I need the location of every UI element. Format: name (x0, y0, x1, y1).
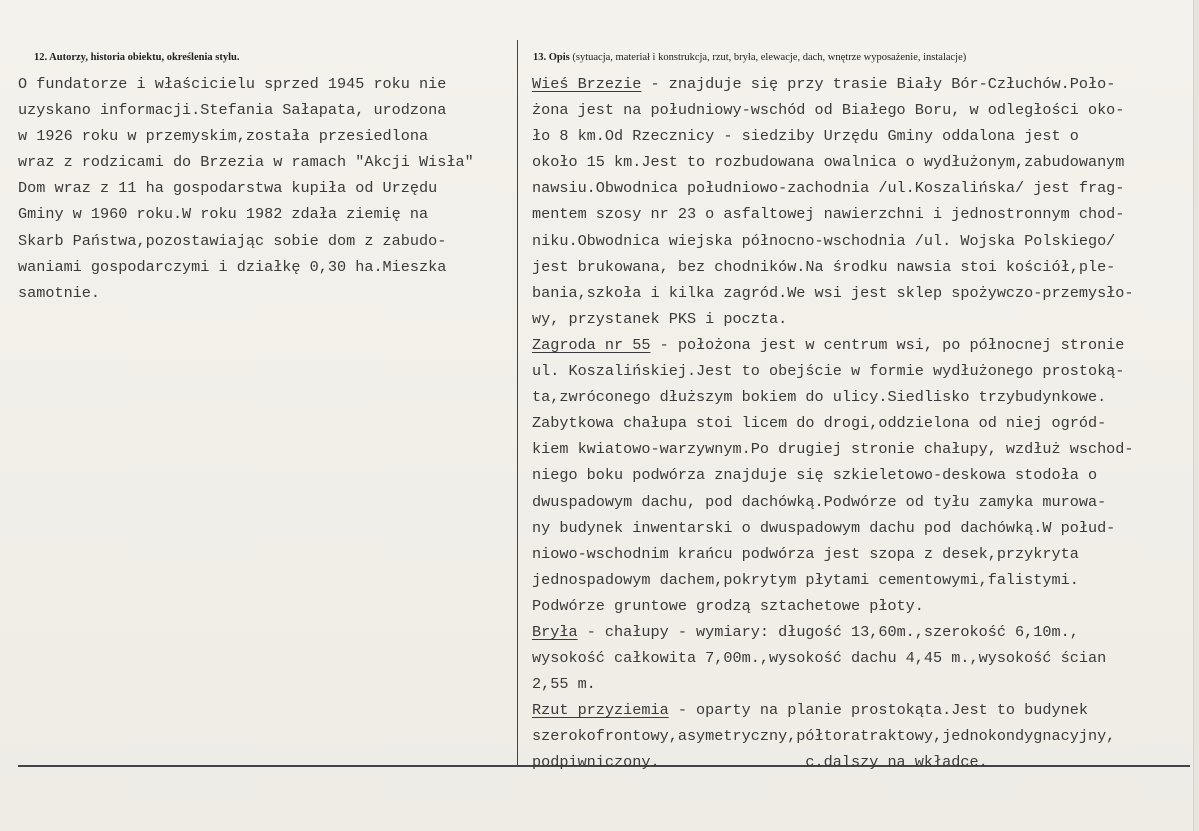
section-title: Wieś Brzezie (532, 75, 642, 93)
text-line: O fundatorze i właścicielu sprzed 1945 roku nie (18, 75, 447, 93)
authors-history-text (18, 71, 474, 306)
text-line (532, 254, 1134, 280)
line-text: jednospadowym dachem,pokrytym płytami cementowymi,falistymi. (532, 570, 1079, 589)
line-text: szerokofrontowy,asymetryczny,półtoratraktowy,jednokondygnacyjny, (532, 727, 1116, 746)
paper-edge (1193, 0, 1199, 831)
text-line (532, 619, 1134, 645)
text-line (532, 175, 1134, 201)
section-title: Zagroda nr 55 (532, 335, 651, 354)
section-title: Rzut przyziemia (532, 701, 669, 720)
text-line (532, 671, 1134, 697)
right-column-heading (533, 52, 966, 63)
line-text: ło 8 km.Od Rzecznicy - siedziby Urzędu Gminy oddalona jest o (532, 127, 1079, 146)
line-text: - chałupy - wymiary: długość 13,60m.,szerokość 6,10m., (577, 622, 1079, 641)
line-text: Podwórze gruntowe grodzą sztachetowe płoty. (532, 596, 924, 615)
text-line (532, 697, 1134, 723)
line-text: wysokość całkowita 7,00m.,wysokość dachu 4,45 m.,wysokość ścian (532, 649, 1107, 668)
line-text: dwuspadowym dachu, pod dachówką.Podwórze od tyłu zamyka murowa- (532, 492, 1107, 511)
text-line (532, 332, 1134, 358)
text-line (532, 749, 1134, 775)
line-text: podpiwniczony. c.dalszy na wkładce. (532, 753, 988, 772)
text-line: waniami gospodarczymi i działkę 0,30 ha.Mieszka (18, 257, 447, 276)
text-line: Dom wraz z 11 ha gospodarstwa kupiła od Urzędu (18, 179, 438, 198)
line-text: nawsiu.Obwodnica południowo-zachodnia /ul.Koszalińska/ jest frag- (532, 179, 1125, 198)
text-line (532, 515, 1134, 541)
text-line (532, 306, 1134, 332)
line-text: ul. Koszalińskiej.Jest to obejście w formie wydłużonego prostoką- (532, 362, 1125, 381)
text-line (532, 201, 1134, 227)
left-heading-text: 12. Autorzy, historia obiektu, określenia stylu. (34, 52, 240, 63)
text-line: w 1926 roku w przemyskim,została przesiedlona (18, 127, 429, 146)
right-heading-number: 13. Opis (533, 52, 570, 63)
line-text: ta,zwróconego dłuższym bokiem do ulicy.Siedlisko trzybudynkowe. (532, 388, 1107, 407)
text-line (532, 149, 1134, 175)
text-line: Gminy w 1960 roku.W roku 1982 zdała ziemię na (18, 205, 429, 224)
text-line (532, 71, 1134, 97)
line-text: 2,55 m. (532, 675, 596, 694)
line-text: bania,szkoła i kilka zagród.We wsi jest sklep spożywczo-przemysło- (532, 283, 1134, 302)
text-line (532, 567, 1134, 593)
text-line (532, 358, 1134, 384)
line-text: żona jest na południowy-wschód od Białego Boru, w odległości oko- (532, 101, 1125, 120)
text-line (532, 410, 1134, 436)
text-line: wraz z rodzicami do Brzezia w ramach "Akcji Wisła" (18, 153, 474, 172)
line-text: kiem kwiatowo-warzywnym.Po drugiej stronie chałupy, wzdłuż wschod- (532, 440, 1134, 459)
column-divider (517, 40, 518, 765)
line-text: Zabytkowa chałupa stoi licem do drogi,oddzielona od niej ogród- (532, 414, 1107, 433)
text-line (532, 645, 1134, 671)
line-text: mentem szosy nr 23 o asfaltowej nawierzchni i jednostronnym chod- (532, 205, 1125, 224)
text-line (532, 384, 1134, 410)
text-line: samotnie. (18, 283, 101, 302)
text-line: Skarb Państwa,pozostawiając sobie dom z zabudo- (18, 231, 447, 250)
line-text: niego boku podwórza znajduje się szkieletowo-deskowa stodoła o (532, 466, 1098, 485)
line-text: wy, przystanek PKS i poczta. (532, 309, 788, 328)
line-text: jest brukowana, bez chodników.Na środku nawsia stoi kościół,ple- (532, 257, 1116, 276)
text-line (532, 593, 1134, 619)
description-text (532, 71, 1134, 776)
line-text: niowo-wschodnim krańcu podwórza jest szopa z desek,przykryta (532, 544, 1079, 563)
text-line (532, 280, 1134, 306)
line-text: niku.Obwodnica wiejska północno-wschodnia /ul. Wojska Polskiego/ (532, 231, 1116, 250)
text-line (532, 723, 1134, 749)
text-line (532, 489, 1134, 515)
text-line (532, 97, 1134, 123)
line-text: - oparty na planie prostokąta.Jest to budynek (668, 701, 1088, 720)
text-line (532, 436, 1134, 462)
text-line (532, 462, 1134, 488)
line-text: ny budynek inwentarski o dwuspadowym dachu pod dachówką.W połud- (532, 518, 1116, 537)
left-column-heading (34, 52, 239, 63)
text-line (532, 228, 1134, 254)
line-text: - położona jest w centrum wsi, po północnej stronie (650, 335, 1125, 354)
line-text: około 15 km.Jest to rozbudowana owalnica o wydłużonym,zabudowanym (532, 153, 1125, 172)
text-line: uzyskano informacji.Stefania Sałapata, urodzona (18, 101, 447, 120)
right-heading-rest: (sytuacja, materiał i konstrukcja, rzut, bryła, elewacje, dach, wnętrze wyposażenie, instalacje) (572, 52, 967, 63)
section-title: Bryła (532, 622, 578, 641)
text-line (532, 123, 1134, 149)
text-line (532, 541, 1134, 567)
line-text: - znajduje się przy trasie Biały Bór-Człuchów.Poło- (641, 75, 1116, 93)
